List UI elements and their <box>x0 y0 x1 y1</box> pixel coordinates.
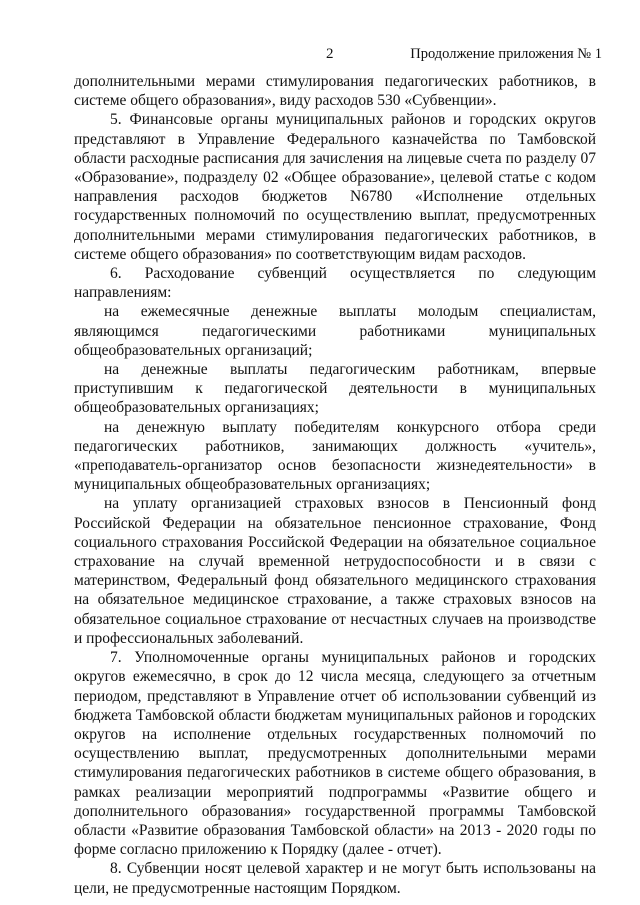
direction-competition-winners: на денежную выплату победителям конкурсного отбора среди педагогических работников, занимающих должность «учитель», «преподаватель-организатор основ безопасности жизнедеятельности» в муниципальных общеобразовательных организациях; <box>74 418 596 494</box>
paragraph-item-5: 5. Финансовые органы муниципальных районов и городских округов представляют в Управление Федерального казначейства по Тамбовской области расходные расписания для зачисления на лицевые счета по разделу 07 «Образование», подразделу 02 «Общее образование», целевой статье с кодом направления расходов бюджетов N6780 «Исполнение отдельных государственных полномочий по осуществлению выплат, предусмотренных дополнительными мерами стимулирования педагогических работников, в системе общего образования» по соответствующим видам расходов. <box>74 111 596 263</box>
page-number: 2 <box>326 46 334 62</box>
paragraph-item-6: 6. Расходование субвенций осуществляется по следующим направлениям: <box>74 265 596 302</box>
appendix-continuation-label: Продолжение приложения № 1 <box>410 46 602 62</box>
direction-young-specialists: на ежемесячные денежные выплаты молодым специалистам, являющимся педагогическими работниками муниципальных общеобразовательных организаций; <box>74 303 596 359</box>
document-body <box>74 72 596 898</box>
paragraph-item-7: 7. Уполномоченные органы муниципальных районов и городских округов ежемесячно, в срок до 12 числа месяца, следующего за отчетным периодом, представляют в Управление отчет об использовании субвенций из бюджета Тамбовской области бюджетам муниципальных районов и городских округов на исполнение отдельных государственных полномочий по осуществлению выплат, предусмотренных дополнительными мерами стимулирования педагогических работников в системе общего образования, в рамках реализации мероприятий подпрограммы «Развитие общего и дополнительного образования» государственной программы Тамбовской области «Развитие образования Тамбовской области» на 2013 - 2020 годы по форме согласно приложению к Порядку (далее - отчет). <box>74 649 596 859</box>
paragraph-continued: дополнительными мерами стимулирования педагогических работников, в системе общего образования», виду расходов 530 «Субвенции». <box>74 73 596 110</box>
paragraph-item-8: 8. Субвенции носят целевой характер и не могут быть использованы на цели, не предусмотренные настоящим Порядком. <box>74 860 596 897</box>
direction-insurance-contributions: на уплату организацией страховых взносов в Пенсионный фонд Российской Федерации на обязательное пенсионное страхование, Фонд социального страхования Российской Федерации на обязательное социальное страхование на случай временной нетрудоспособности и в связи с материнством, Федеральный фонд обязательного медицинского страхования на обязательное медицинское страхование, а также страховых взносов на обязательное социальное страхование от несчастных случаев на производстве и профессиональных заболеваний. <box>74 495 596 647</box>
direction-first-time-teachers: на денежные выплаты педагогическим работникам, впервые приступившим к педагогической деятельности в муниципальных общеобразовательных организациях; <box>74 361 596 417</box>
